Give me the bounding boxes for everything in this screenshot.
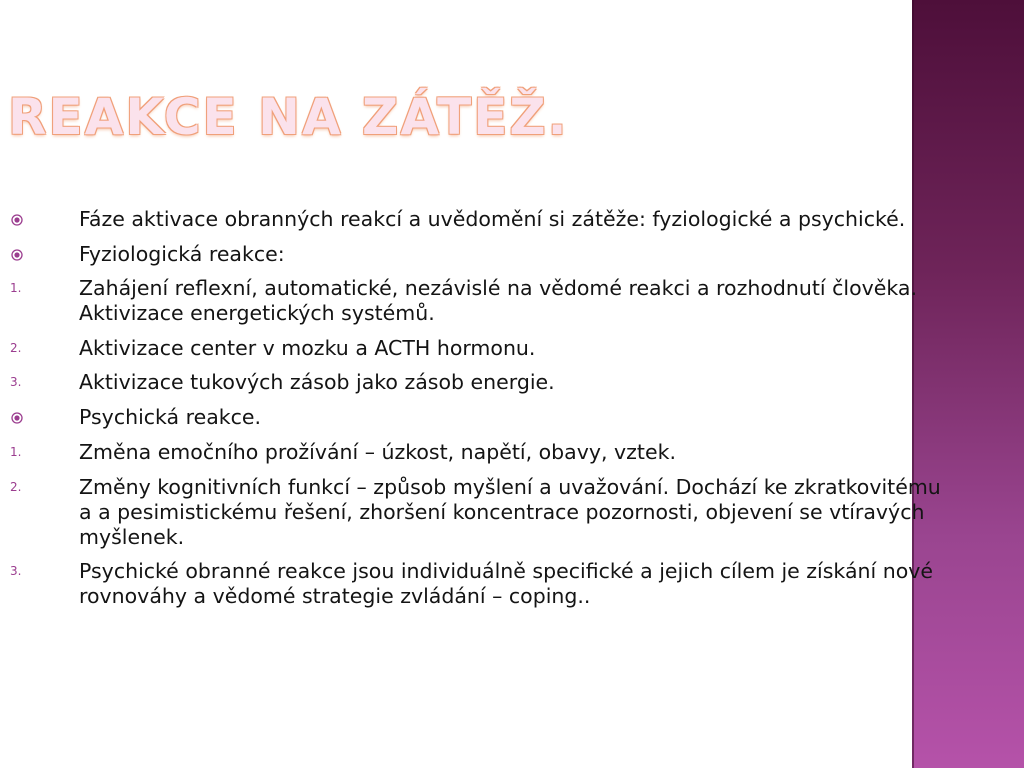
radio-bullet-icon bbox=[11, 214, 23, 226]
list-item bbox=[0, 405, 960, 430]
list-item bbox=[0, 370, 960, 395]
list-number: 1. bbox=[10, 281, 22, 295]
radio-bullet-icon bbox=[11, 249, 23, 261]
list-item bbox=[0, 559, 960, 609]
content-list bbox=[0, 207, 960, 609]
list-item-text: Aktivizace tukových zásob jako zásob energie. bbox=[79, 370, 555, 394]
list-item bbox=[0, 207, 960, 232]
list-item-text: Psychická reakce. bbox=[79, 405, 262, 429]
list-item bbox=[0, 336, 960, 361]
list-item bbox=[0, 475, 960, 550]
list-item bbox=[0, 440, 960, 465]
list-number: 3. bbox=[10, 375, 22, 389]
list-item-text: Aktivizace center v mozku a ACTH hormonu. bbox=[79, 336, 536, 360]
list-item-text: Změna emočního prožívání – úzkost, napětí, obavy, vztek. bbox=[79, 440, 676, 464]
slide-title: REAKCE NA ZÁTĚŽ. bbox=[8, 88, 569, 146]
list-number: 2. bbox=[10, 480, 22, 494]
list-item-text: Zahájení reflexní, automatické, nezávislé na vědomé reakci a rozhodnutí člověka. Aktivizace energetických systémů. bbox=[79, 276, 917, 325]
list-number: 2. bbox=[10, 341, 22, 355]
list-item-text: Psychické obranné reakce jsou individuálně specifické a jejich cílem je získání nové rovnováhy a vědomé strategie zvládání – coping.. bbox=[79, 559, 933, 608]
list-item-text: Změny kognitivních funkcí – způsob myšlení a uvažování. Dochází ke zkratkovitému a a pesimistickému řešení, zhoršení koncentrace pozornosti, objevení se vtíravých myšlenek. bbox=[79, 475, 941, 549]
list-number: 3. bbox=[10, 564, 22, 578]
list-item bbox=[0, 242, 960, 267]
list-item-text: Fyziologická reakce: bbox=[79, 242, 285, 266]
list-item bbox=[0, 276, 960, 326]
list-number: 1. bbox=[10, 445, 22, 459]
radio-bullet-icon bbox=[11, 412, 23, 424]
list-item-text: Fáze aktivace obranných reakcí a uvědomění si zátěže: fyziologické a psychické. bbox=[79, 207, 906, 231]
